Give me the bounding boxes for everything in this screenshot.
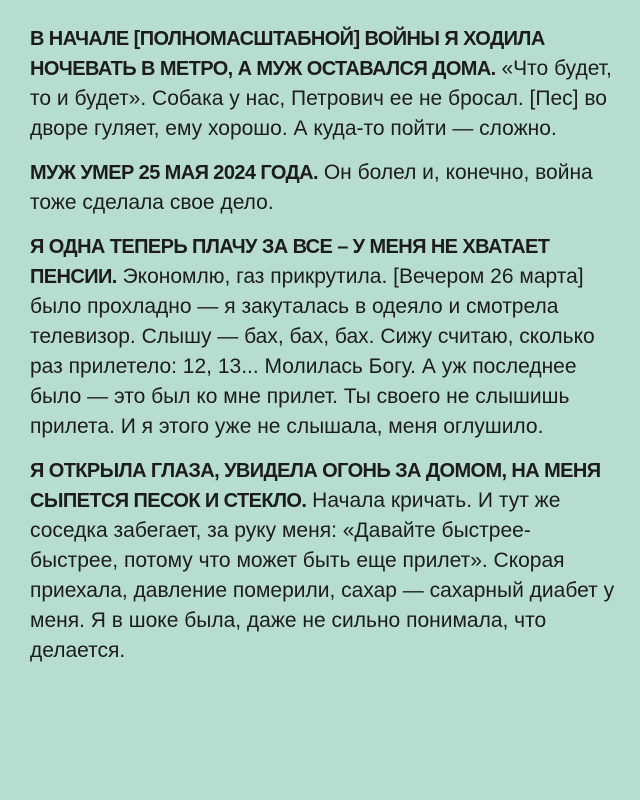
paragraph-3 [30, 232, 616, 442]
paragraph-4 [30, 456, 616, 666]
paragraph-2-lead: МУЖ УМЕР 25 МАЯ 2024 ГОДА. [30, 162, 318, 184]
paragraph-4-text: Начала кричать. И тут же соседка забегает, за руку меня: «Давайте быстрее-быстрее, потому что может быть еще прилет». Скорая приехала, давление померили, сахар — сахарный диабет у меня. Я в шоке была, даже не сильно понимала, что делается. [30, 489, 615, 662]
paragraph-3-text: Экономлю, газ прикрутила. [Вечером 26 марта] было прохладно — я закуталась в одеяло и смотрела телевизор. Слышу — бах, бах, бах. Сижу считаю, сколько раз прилетело: 12, 13... Молилась Богу. А уж последнее было — это был ко мне прилет. Ты своего не слышишь прилета. И я этого уже не слышала, меня оглушило. [30, 265, 595, 438]
paragraph-3-lead: Я ОДНА ТЕПЕРЬ ПЛАЧУ ЗА ВСЕ – У МЕНЯ НЕ ХВАТАЕТ ПЕНСИИ. [30, 236, 550, 288]
paragraph-2-text: Он болел и, конечно, война тоже сделала свое дело. [30, 161, 593, 214]
paragraph-1-text: «Что будет, то и будет». Собака у нас, Петрович ее не бросал. [Пес] во дворе гуляет, ему хорошо. А куда-то пойти — сложно. [30, 57, 612, 140]
paragraph-1-lead: В НАЧАЛЕ [ПОЛНОМАСШТАБНОЙ] ВОЙНЫ Я ХОДИЛА НОЧЕВАТЬ В МЕТРО, А МУЖ ОСТАВАЛСЯ ДОМА. [30, 28, 545, 80]
paragraph-4-lead: Я ОТКРЫЛА ГЛАЗА, УВИДЕЛА ОГОНЬ ЗА ДОМОМ, НА МЕНЯ СЫПЕТСЯ ПЕСОК И СТЕКЛО. [30, 460, 601, 512]
paragraph-1 [30, 24, 616, 144]
paragraph-2 [30, 158, 616, 218]
article-text [30, 24, 616, 680]
